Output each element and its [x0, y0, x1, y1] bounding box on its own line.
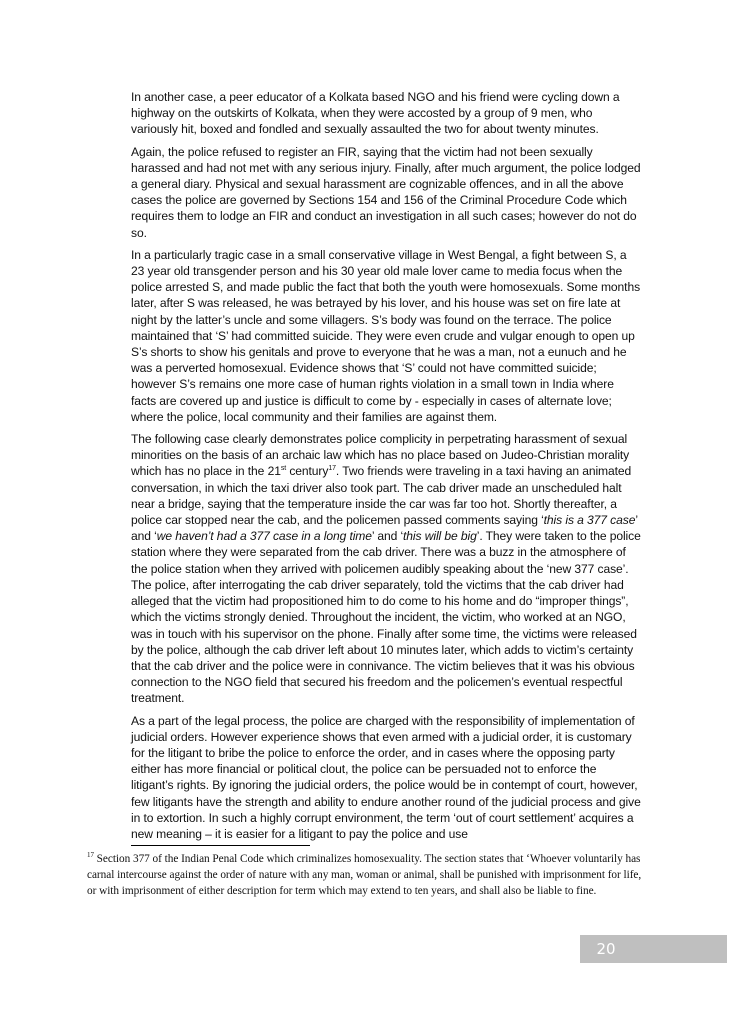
footnote-17: [87, 852, 645, 899]
quote-long-time: we haven’t had a 377 case in a long time: [156, 529, 372, 544]
police-case-text-1: The following case clearly demonstrates police complicity in perpetrating harassment of sexual minorities on the basis of an archaic law which has no place based on Judeo-Christian morality which has no place in the 21: [131, 432, 630, 479]
footnote-reference-17: 17: [328, 465, 336, 473]
page-number-box: [580, 935, 727, 963]
footnote-separator: [131, 845, 310, 846]
paragraph-legal-process: As a part of the legal process, the police are charged with the responsibility of implementation of judicial orders. However experience shows that even armed with a judicial order, it is customary for the litigant to bribe the police to enforce the order, and in cases where the opposing party either has more financial or political clout, the police can be persuaded not to enforce the litigant’s rights. By ignoring the judicial orders, the police would be in contempt of court, however, few litigants have the strength and ability to endure another round of the judicial process and give in to extortion. In such a highly corrupt environment, the term ‘out of court settlement’ acquires a new meaning – it is easier for a litigant to pay the police and use: [131, 713, 641, 841]
footnote-text: Section 377 of the Indian Penal Code which criminalizes homosexuality. The section states that ‘Whoever voluntarily has carnal intercourse against the order of nature with any man, woman or animal, shall be punished with imprisonment for life, or with imprisonment of either description for term which may extend to ten years, and shall also be liable to fine.: [87, 853, 642, 897]
quote-will-be-big: this will be big: [403, 529, 477, 544]
police-case-text-2: century: [286, 464, 329, 479]
police-case-text-3: . Two friends were traveling in a taxi having an animated conversation, in which the taxi driver also took part. The cab driver made an unscheduled halt near a bridge, saying that the temperature inside the car was far too hot. Shortly thereafter, a police car stopped near the cab, and the policemen passed comments saying ‘: [131, 464, 632, 528]
police-case-text-6: ’. They were taken to the police station where they were separated from the cab driver. There was a buzz in the atmosphere of the police station when they arrived with policemen audibly speaking about the ‘new 377 case’. The police, after interrogating the cab driver separately, told the victims that the cab driver had alleged that the victim had propositioned him to do come to his home and do “improper things”, which the victims strongly denied. Throughout the incident, the victim, who worked at an NGO, was in touch with his supervisor on the phone. Finally after some time, the victims were released by the police, although the cab driver left about 10 minutes later, which adds to victim’s certainty that the cab driver and the police were in connivance. The victim believes that it was his obvious connection to the NGO field that secured his freedom and the policemen’s eventual respectful treatment.: [131, 529, 641, 706]
paragraph-cycling-assault: In another case, a peer educator of a Kolkata based NGO and his friend were cycling down a highway on the outskirts of Kolkata, when they were accosted by a group of 9 men, who variously hit, boxed and fondled and sexually assaulted the two for about twenty minutes.: [131, 90, 620, 137]
footnote-marker: 17: [87, 851, 94, 860]
quote-377-case: this is a 377 case: [543, 513, 636, 528]
police-case-text-5: ’ and ‘: [371, 529, 404, 544]
page-number: 20: [596, 940, 616, 958]
superscript-st: st: [280, 465, 287, 473]
body-text: [131, 89, 642, 848]
paragraph-police-complicity: [131, 431, 642, 706]
paragraph-fir-refusal: Again, the police refused to register an FIR, saying that the victim had not been sexually harassed and had not met with any serious injury. Finally, after much argument, the police lodged a general diary. Physical and sexual harassment are cognizable offences, and in all the above cases the police are governed by Sections 154 and 156 of the Criminal Procedure Code which requires them to lodge an FIR and conduct an investigation in all such cases; however do not do so.: [131, 144, 641, 240]
paragraph-west-bengal-case: In a particularly tragic case in a small conservative village in West Bengal, a fight between S, a 23 year old transgender person and his 30 year old male lover came to media focus when the police arrested S, and made public the fact that both the youth were homosexuals. Some months later, after S was released, he was betrayed by his lover, and his house was set on fire late at night by the latter’s uncle and some villagers. S’s body was found on the terrace. The police maintained that ‘S’ had committed suicide. They were even crude and vulgar enough to open up S’s shorts to show his genitals and prove to everyone that he was a man, not a eunuch and he was a perverted homosexual. Evidence shows that ‘S’ could not have committed suicide; however S’s remains one more case of human rights violation in a small town in India where facts are covered up and justice is difficult to come by - especially in cases of alternate love; where the police, local community and their families are against them.: [131, 247, 641, 424]
police-case-text-4: ’ and ‘: [131, 513, 638, 544]
